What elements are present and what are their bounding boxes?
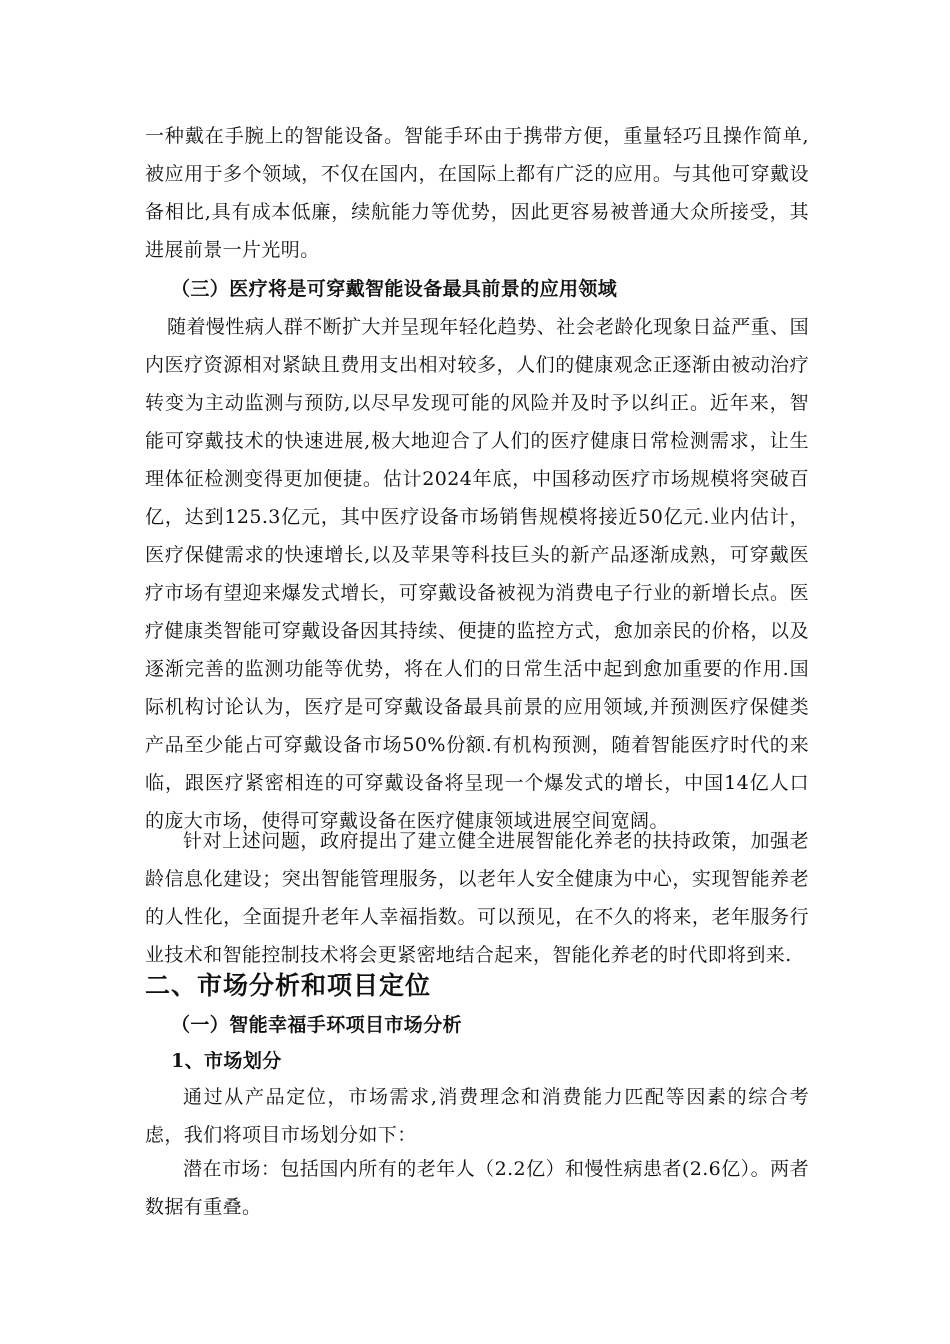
subsection-heading-market-division: 1、市场划分 xyxy=(171,1050,282,1072)
paragraph-government-policy: 针对上述问题，政府提出了建立健全进展智能化养老的扶持政策，加强老龄信息化建设；突出智能管理服务，以老年人安全健康为中心，实现智能养老的人性化，全面提升老年人幸福指数。可以预见，在不久的将来，老年服务行业技术和智能控制技术将会更紧密地结合起来，智能化养老的时代即将到来. xyxy=(145,830,809,966)
chapter-heading-market: 二、市场分析和项目定位 xyxy=(145,971,432,1000)
paragraph-market-division: 通过从产品定位，市场需求,消费理念和消费能力匹配等因素的综合考虑，我们将项目市场划分如下： xyxy=(145,1086,809,1146)
paragraph-medical-trend: 随着慢性病人群不断扩大并呈现年轻化趋势、社会老龄化现象日益严重、国内医疗资源相对紧缺且费用支出相对较多，人们的健康观念正逐渐由被动治疗转变为主动监测与预防,以尽早发现可能的风险并及时予以纠正。近年来，智能可穿戴技术的快速进展,极大地迎合了人们的医疗健康日常检测需求，让生理体征检测变得更加便捷。估计2024年底，中国移动医疗市场规模将突破百亿，达到125.3亿元，其中医疗设备市场销售规模将接近50亿元.业内估计，医疗保健需求的快速增长,以及苹果等科技巨头的新产品逐渐成熟，可穿戴医疗市场有望迎来爆发式增长，可穿戴设备被视为消费电子行业的新增长点。医疗健康类智能可穿戴设备因其持续、便捷的监控方式，愈加亲民的价格，以及逐渐完善的监测功能等优势，将在人们的日常生活中起到愈加重要的作用.国际机构讨论认为，医疗是可穿戴设备最具前景的应用领域,并预测医疗保健类产品至少能占可穿戴设备市场50%份额.有机构预测，随着智能医疗时代的来临，跟医疗紧密相连的可穿戴设备将呈现一个爆发式的增长，中国14亿人口的庞大市场，使得可穿戴设备在医疗健康领域进展空间宽阔。 xyxy=(145,316,809,832)
section-heading-medical: （三）医疗将是可穿戴智能设备最具前景的应用领域 xyxy=(171,278,618,300)
section-heading-bracelet-market: （一）智能幸福手环项目市场分析 xyxy=(171,1014,463,1036)
paragraph-smart-bracelet-intro: 一种戴在手腕上的智能设备。智能手环由于携带方便，重量轻巧且操作简单,被应用于多个领域，不仅在国内，在国际上都有广泛的应用。与其他可穿戴设备相比,具有成本低廉，续航能力等优势，因此更容易被普通大众所接受，其进展前景一片光明。 xyxy=(145,125,809,261)
paragraph-potential-market: 潜在市场：包括国内所有的老年人（2.2亿）和慢性病患者(2.6亿）。两者数据有重叠。 xyxy=(145,1158,809,1218)
